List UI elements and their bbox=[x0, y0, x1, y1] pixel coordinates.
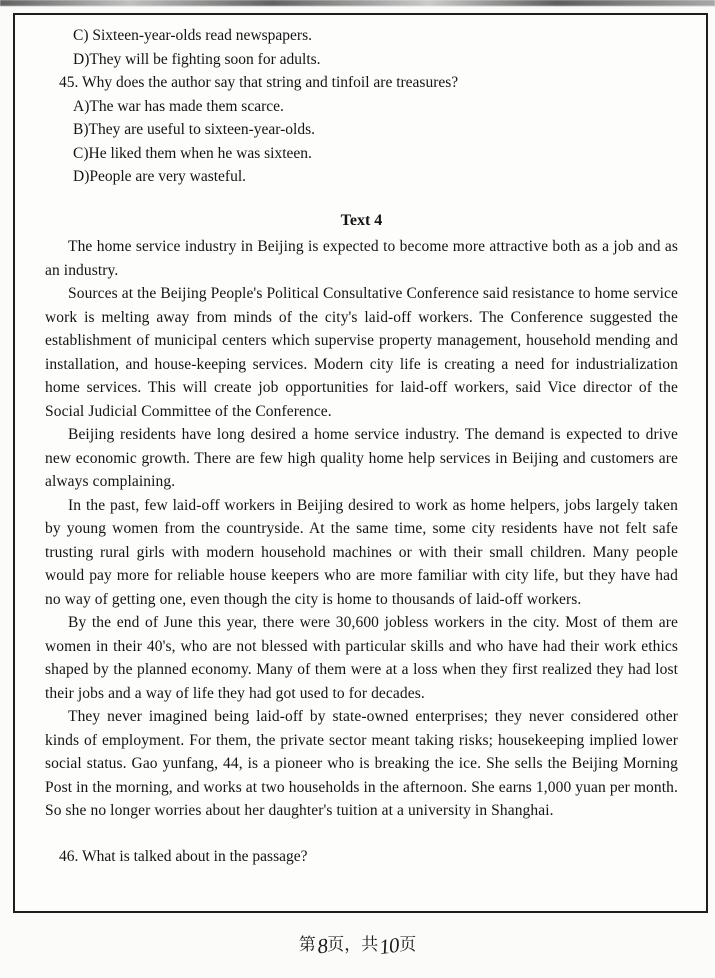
scan-artifact-top bbox=[0, 0, 715, 6]
passage-paragraph-2: Sources at the Beijing People's Political Consultative Conference said resistance to home service work is melting away from minds of the city's laid-off workers. The Conference suggested the establishment of municipal centers which supervise property management, household mending and installation, and house-keeping services. Modern city life is creating a need for industrialization home services. This will create job opportunities for laid-off workers, said Vice director of the Social Judicial Committee of the Conference. bbox=[45, 285, 678, 420]
footer-suffix: 页 bbox=[399, 935, 417, 954]
previous-question-options bbox=[45, 24, 678, 71]
passage-heading: Text 4 bbox=[340, 211, 383, 229]
passage-paragraph-6: They never imagined being laid-off by state-owned enterprises; they never considered other kinds of employment. For them, the private sector meant taking risks; housekeeping implied lower social status. Gao yunfang, 44, is a pioneer who is breaking the ice. She sells the Beijing Morning Post in the morning, and works at two households in the afternoon. She earns 1,000 yuan per month. So she no longer worries about her daughter's tuition at a university in Shanghai. bbox=[45, 708, 678, 819]
answer-option-c: C) Sixteen-year-olds read newspapers. bbox=[73, 27, 312, 44]
question-46-text: 46. What is talked about in the passage? bbox=[59, 847, 308, 865]
answer-option-d: D)They will be fighting soon for adults. bbox=[73, 50, 321, 68]
footer-prefix: 第 bbox=[298, 935, 316, 954]
page-footer bbox=[0, 930, 715, 958]
question-45-option-b: B)They are useful to sixteen-year-olds. bbox=[73, 121, 316, 138]
text4-passage bbox=[45, 209, 678, 823]
footer-middle: 页，共 bbox=[327, 935, 379, 954]
exam-page-border bbox=[13, 13, 708, 913]
handwritten-total-pages: 10 bbox=[378, 932, 401, 960]
question-45-option-c: C)He liked them when he was sixteen. bbox=[73, 144, 312, 162]
passage-paragraph-3: Beijing residents have long desired a home service industry. The demand is expected to drive new economic growth. There are few high quality home help services in Beijing and customers are always complaining. bbox=[45, 426, 678, 490]
passage-paragraph-1: The home service industry in Beijing is expected to become more attractive both as a job and as an industry. bbox=[45, 238, 678, 279]
passage-paragraph-4: In the past, few laid-off workers in Beijing desired to work as home helpers, jobs largely taken by young women from the countryside. At the same time, some city residents have not felt safe trusting rural girls with modern household machines or with their small children. Many people would pay more for reliable house keepers who are more familiar with city life, but they have had no way of getting one, even though the city is home to thousands of laid-off workers. bbox=[45, 496, 678, 608]
question-45-option-a: A)The war has made them scarce. bbox=[73, 97, 284, 115]
question-45-block bbox=[45, 71, 678, 189]
handwritten-page-number: 8 bbox=[315, 933, 329, 959]
passage-paragraph-5: By the end of June this year, there were 30,600 jobless workers in the city. Most of them are women in their 40's, who are not blessed with particular skills and who have had their work ethics shaped by the planned economy. Many of them were at a loss when they first realized they had lost their jobs and a way of life they had got used to for decades. bbox=[45, 614, 678, 702]
question-45-option-d: D)People are very wasteful. bbox=[73, 168, 247, 185]
question-45-text: 45. Why does the author say that string and tinfoil are treasures? bbox=[59, 74, 459, 91]
